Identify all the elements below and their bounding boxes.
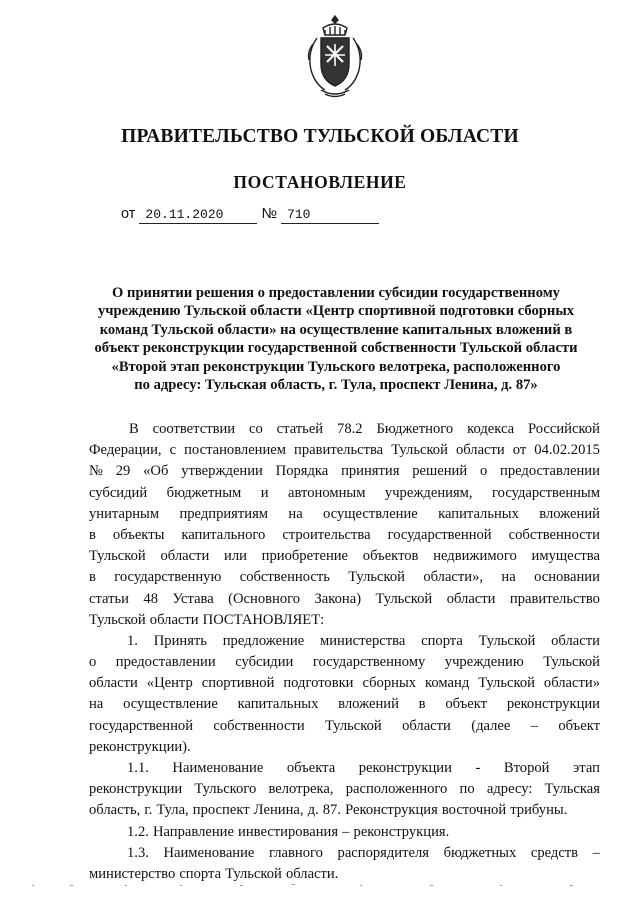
text-line: субсидий бюджетным и автономным учреждениям, государственным bbox=[89, 484, 600, 501]
text-line: 1.3. Наименование главного распорядителя бюджетных средств – bbox=[127, 844, 600, 861]
title-line: объект реконструкции государственной собственности Тульской области bbox=[94, 340, 578, 357]
title-line: учреждению Тульской области «Центр спортивной подготовки сборных bbox=[97, 303, 575, 320]
document-date: 20.11.2020 bbox=[139, 207, 257, 224]
text-line: реконструкции). bbox=[89, 738, 191, 755]
text-line: Тульской области ПОСТАНОВЛЯЕТ: bbox=[89, 611, 325, 628]
date-prefix: от bbox=[121, 206, 136, 222]
scan-artifact-dots bbox=[30, 884, 610, 887]
text-line: 1.1. Наименование объекта реконструкции - Второй этап bbox=[127, 760, 600, 776]
organization-name: ПРАВИТЕЛЬСТВО ТУЛЬСКОЙ ОБЛАСТИ bbox=[121, 126, 519, 147]
clause-1-1 bbox=[89, 758, 600, 822]
title-line: команд Тульской области» на осуществление капитальных вложений в bbox=[99, 321, 573, 338]
number-prefix: № bbox=[261, 206, 278, 222]
text-line: 1.2. Направление инвестирования – реконструкция. bbox=[127, 823, 450, 840]
preamble-paragraph bbox=[89, 419, 600, 631]
document-title bbox=[72, 284, 600, 394]
text-line: № 29 «Об утверждении Порядка принятия решений о предоставлении bbox=[89, 463, 600, 480]
document-number: 710 bbox=[281, 207, 379, 224]
text-line: Федерации, с постановлением правительства Тульской области от 04.02.2015 bbox=[89, 442, 600, 459]
text-line: государственной собственности Тульской области (далее – объект bbox=[89, 717, 600, 734]
text-line: в объекты капитального строительства государственной собственности bbox=[89, 526, 600, 543]
document-body bbox=[89, 419, 600, 885]
text-line: унитарным предприятиям на осуществление капитальных вложений bbox=[89, 505, 600, 522]
text-line: 1. Принять предложение министерства спорта Тульской области bbox=[127, 632, 600, 649]
clause-1 bbox=[89, 631, 600, 758]
title-line: «Второй этап реконструкции Тульского велотрека, расположенного bbox=[111, 358, 561, 375]
title-line: по адресу: Тульская область, г. Тула, проспект Ленина, д. 87» bbox=[134, 377, 538, 394]
text-line: на осуществление капитальных вложений в объект реконструкции bbox=[89, 696, 600, 713]
clause-1-3 bbox=[89, 843, 600, 885]
date-number-line bbox=[121, 206, 379, 224]
text-line: в государственную собственность Тульской области», на основании bbox=[89, 569, 600, 586]
text-line: статьи 48 Устава (Основного Закона) Тульской области правительство bbox=[89, 590, 600, 607]
text-line: Тульской области или приобретение объектов недвижимого имущества bbox=[89, 548, 600, 565]
clause-1-2 bbox=[89, 822, 600, 843]
document-type: ПОСТАНОВЛЕНИЕ bbox=[233, 172, 407, 192]
text-line: В соответствии со статьей 78.2 Бюджетного кодекса Российской bbox=[129, 421, 600, 437]
text-line: области «Центр спортивной подготовки сборных команд Тульской области» bbox=[89, 675, 600, 692]
text-line: министерство спорта Тульской области. bbox=[89, 865, 339, 882]
coat-of-arms-emblem bbox=[303, 14, 367, 100]
title-line: О принятии решения о предоставлении субсидии государственному bbox=[112, 285, 560, 301]
text-line: область, г. Тула, проспект Ленина, д. 87. Реконструкция восточной трибуны. bbox=[89, 802, 568, 819]
text-line: о предоставлении субсидии государственному учреждению Тульской bbox=[89, 654, 600, 671]
text-line: реконструкции Тульского велотрека, расположенного по адресу: Тульская bbox=[89, 781, 600, 798]
